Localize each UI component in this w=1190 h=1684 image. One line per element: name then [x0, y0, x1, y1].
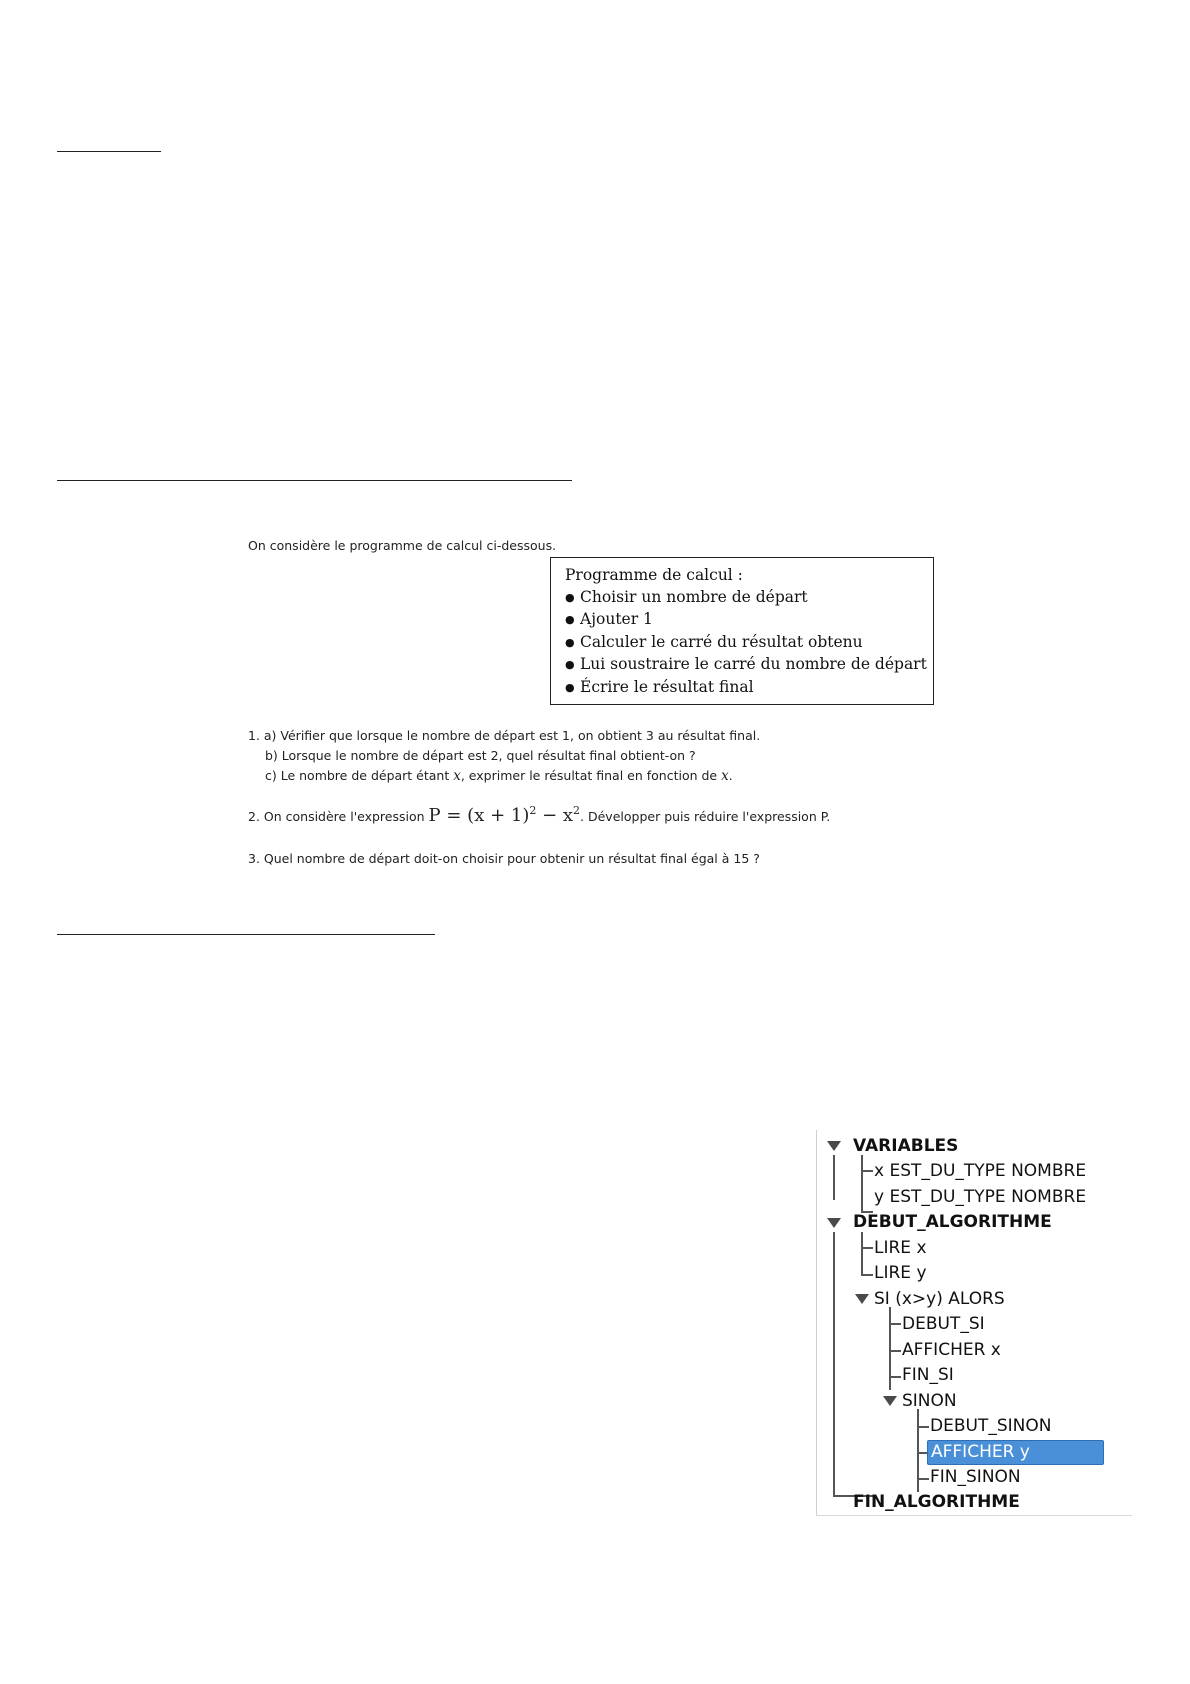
program-step-text: Écrire le résultat final — [580, 677, 754, 696]
expression-p-left: P = (x + 1) — [428, 805, 530, 826]
tree-connector — [861, 1247, 873, 1249]
tree-node-afficher-y-selected[interactable]: AFFICHER y — [927, 1440, 1104, 1465]
tree-node-lire-y[interactable]: LIRE y — [874, 1263, 927, 1283]
bullet-icon: ● — [565, 591, 575, 604]
tree-connector — [861, 1232, 863, 1276]
section-underline-2 — [57, 480, 572, 481]
tree-node-debut-algorithme[interactable]: DEBUT_ALGORITHME — [853, 1212, 1052, 1232]
bullet-icon: ● — [565, 635, 575, 649]
tree-node-var-x[interactable]: x EST_DU_TYPE NOMBRE — [874, 1161, 1087, 1181]
variable-x: x — [453, 768, 461, 784]
question-2-end: . Développer puis réduire l'expression P. — [580, 809, 831, 824]
tree-node-debut-sinon[interactable]: DEBUT_SINON — [930, 1416, 1052, 1436]
tree-connector — [833, 1232, 835, 1497]
program-step — [565, 676, 933, 698]
tree-connector — [861, 1155, 863, 1213]
expression-p-right: − x — [536, 805, 574, 826]
tree-node-lire-x[interactable]: LIRE x — [874, 1238, 927, 1258]
question-1c-start: c) Le nombre de départ étant — [265, 768, 450, 783]
question-1c — [265, 768, 733, 784]
program-step — [565, 608, 933, 630]
tree-node-fin-sinon[interactable]: FIN_SINON — [930, 1467, 1021, 1487]
tree-border — [816, 1515, 1132, 1516]
section-underline-1 — [57, 151, 161, 152]
expand-arrow-icon[interactable] — [827, 1218, 841, 1228]
program-step-text: Lui soustraire le carré du nombre de départ — [580, 655, 927, 674]
question-1c-end: . — [728, 768, 733, 783]
program-box — [550, 557, 934, 705]
exercise-intro: On considère le programme de calcul ci-dessous. — [248, 538, 557, 553]
bullet-icon: ● — [565, 613, 575, 627]
program-title: Programme de calcul : — [565, 566, 743, 584]
tree-connector — [917, 1426, 929, 1428]
tree-node-debut-si[interactable]: DEBUT_SI — [902, 1314, 985, 1334]
tree-node-fin-si[interactable]: FIN_SI — [902, 1365, 954, 1385]
question-1c-middle: , exprimer le résultat final en fonction de — [460, 768, 718, 783]
question-2-start: 2. On considère l'expression — [248, 809, 425, 824]
tree-node-si[interactable]: SI (x>y) ALORS — [874, 1289, 1005, 1309]
tree-border — [816, 1130, 817, 1516]
tree-connector — [861, 1170, 873, 1172]
section-underline-3 — [57, 934, 435, 935]
expand-arrow-icon[interactable] — [827, 1141, 841, 1151]
bullet-icon: ● — [565, 680, 575, 694]
question-2 — [248, 804, 830, 826]
program-step — [565, 586, 933, 608]
program-step — [565, 631, 933, 653]
variable-x: x — [721, 768, 729, 784]
tree-node-fin-algorithme[interactable]: FIN_ALGORITHME — [853, 1492, 1020, 1512]
expression-p — [429, 805, 581, 826]
tree-node-afficher-x[interactable]: AFFICHER x — [902, 1340, 1001, 1360]
expression-exponent: 2 — [529, 804, 537, 817]
tree-connector — [861, 1274, 873, 1276]
question-3: 3. Quel nombre de départ doit-on choisir pour obtenir un résultat final égal à 15 ? — [248, 851, 760, 866]
tree-node-variables[interactable]: VARIABLES — [853, 1136, 959, 1156]
tree-connector — [917, 1478, 929, 1480]
algorithm-tree — [816, 1130, 1132, 1516]
expression-exponent: 2 — [573, 804, 581, 817]
tree-node-sinon[interactable]: SINON — [902, 1391, 957, 1411]
question-1a: 1. a) Vérifier que lorsque le nombre de départ est 1, on obtient 3 au résultat final. — [248, 728, 761, 743]
program-step-text: Ajouter 1 — [580, 610, 653, 629]
tree-node-var-y[interactable]: y EST_DU_TYPE NOMBRE — [874, 1187, 1087, 1207]
program-step-text: Calculer le carré du résultat obtenu — [580, 632, 863, 651]
program-step-text: Choisir un nombre de départ — [580, 588, 808, 606]
tree-connector — [889, 1376, 901, 1378]
tree-connector — [833, 1155, 835, 1200]
bullet-icon: ● — [565, 658, 575, 672]
program-step — [565, 653, 933, 675]
tree-connector — [889, 1323, 901, 1325]
expand-arrow-icon[interactable] — [855, 1294, 869, 1304]
question-1b: b) Lorsque le nombre de départ est 2, quel résultat final obtient-on ? — [265, 748, 696, 763]
tree-connector — [889, 1350, 901, 1352]
expand-arrow-icon[interactable] — [883, 1396, 897, 1406]
